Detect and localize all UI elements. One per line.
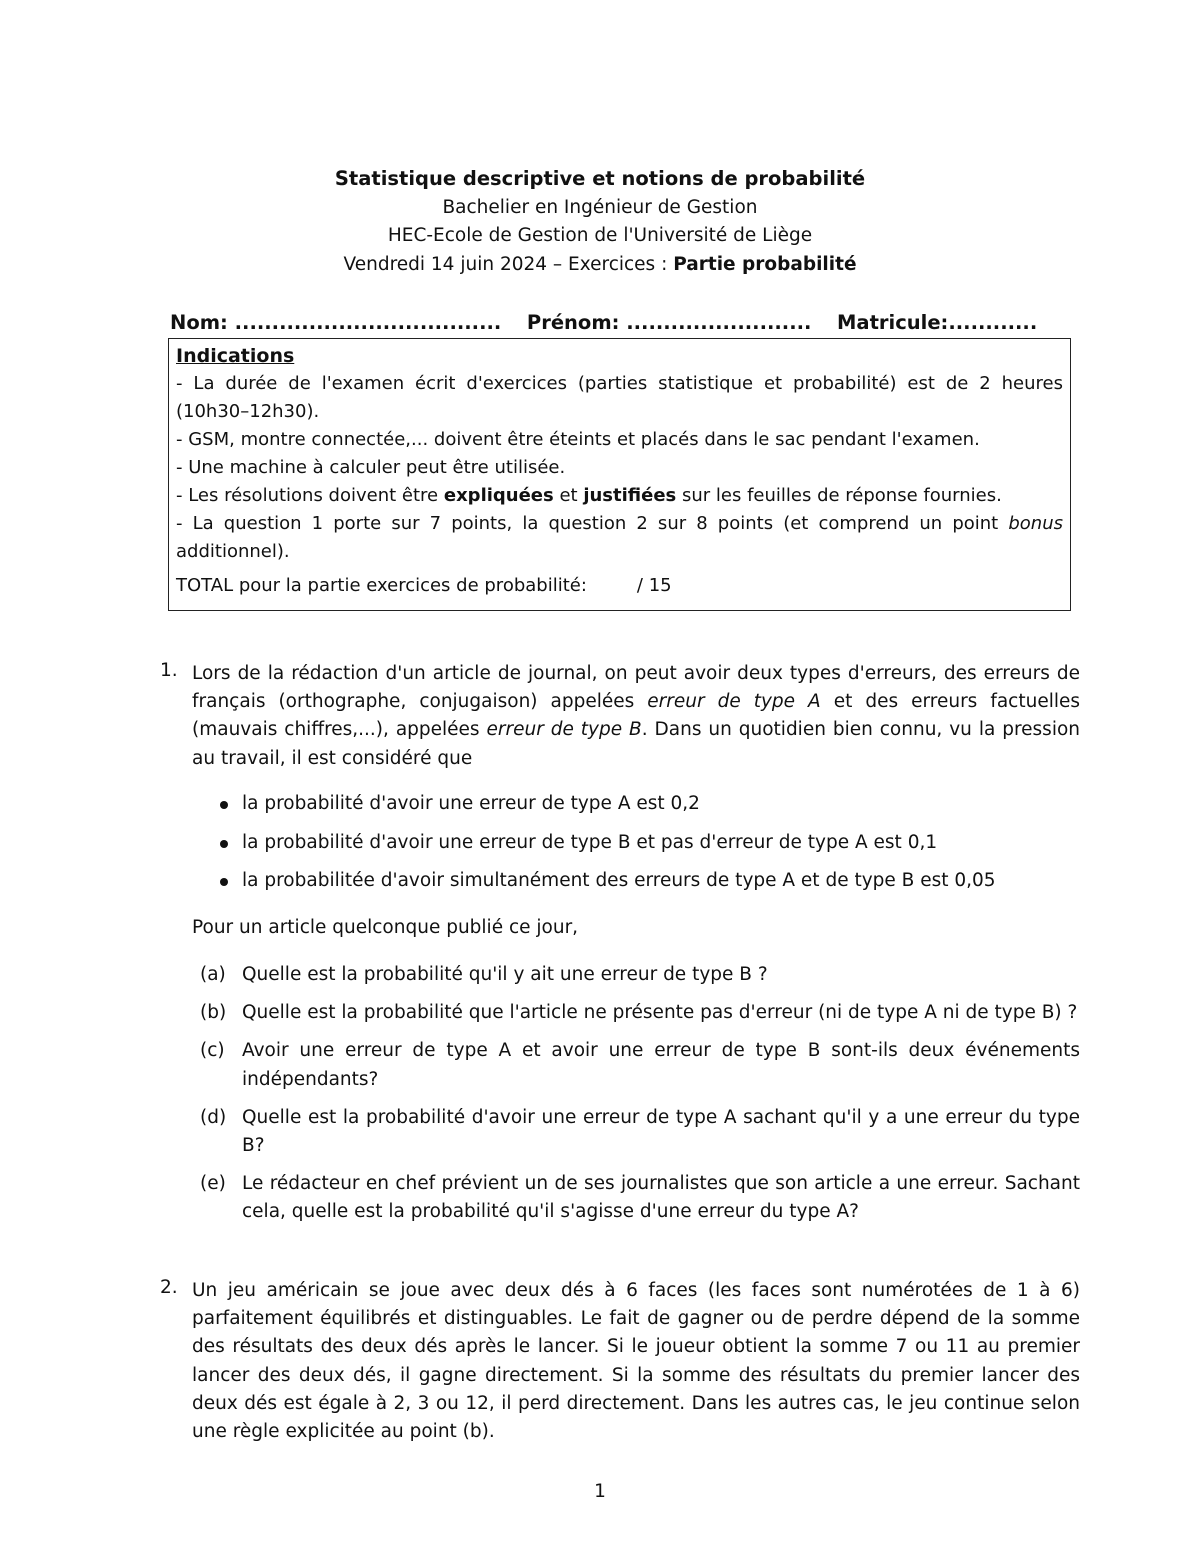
bullet-icon [220,801,228,809]
question-1-subquestions [200,961,1080,1237]
indication-points-c: additionnel). [176,541,290,562]
q1-text-b: erreur de type A [647,691,821,713]
list-item [218,829,1078,868]
bullet-icon [220,840,228,848]
total-score: / 15 [636,575,672,596]
indications-box [168,338,1071,611]
total-label: TOTAL pour la partie exercices de probabilité: [176,575,587,596]
q1-text-d: erreur de type B [486,719,642,741]
question-2-number: 2. [160,1277,178,1298]
subquestion-text: Avoir une erreur de type A et avoir une erreur de type B sont-ils deux événements indépendants? [242,1040,1080,1090]
subquestion-a [200,961,1080,989]
subquestion-label: (c) [200,1040,225,1062]
subquestion-text: Quelle est la probabilité qu'il y ait une erreur de type B ? [242,964,768,985]
list-item [218,867,1078,906]
program-name: Bachelier en Ingénieur de Gestion [442,196,758,218]
exam-date [0,251,1200,280]
indication-points-bonus: bonus [1008,513,1063,534]
subquestion-label: (b) [200,1002,227,1024]
q1-text-e: . Dans un quotidien bien connu, vu la pression au travail, il est considéré que [192,719,1081,769]
question-1-intro: Pour un article quelconque publié ce jour, [192,917,579,938]
indication-justify-a: - Les résolutions doivent être [176,485,444,506]
indication-justify-c: et [553,485,584,506]
q1-text-c: et des erreurs factuelles (mauvais chiffres,...), appelées [192,691,1080,741]
bullet-icon [220,878,228,886]
indication-justify-b: expliquées [443,485,554,506]
date-prefix: Vendredi 14 juin 2024 – Exercices : [343,253,674,275]
nom-field[interactable]: Nom: .................................... [170,311,502,334]
indication-duration: - La durée de l'examen écrit d'exercices (parties statistique et probabilité) est de 2 heures (10h30–12h30). [176,373,1063,422]
subquestion-label: (d) [200,1106,227,1128]
indication-justify-e: sur les feuilles de réponse fournies. [676,485,1002,506]
bullet-text: la probabilitée d'avoir simultanément des erreurs de type A et de type B est 0,05 [242,870,996,891]
date-part: Partie probabilité [673,253,857,275]
subquestion-text: Le rédacteur en chef prévient un de ses journalistes que son article a une erreur. Sachant cela, quelle est la probabilité qu'il s'agisse d'une erreur du type A? [242,1173,1080,1223]
list-item [218,790,1078,829]
indication-devices: - GSM, montre connectée,... doivent être éteints et placés dans le sac pendant l'examen. [176,429,980,450]
question-1-number: 1. [160,660,178,681]
question-2 [160,1277,1080,1446]
subquestion-b [200,999,1080,1027]
indication-justify [176,482,1063,510]
indication-points [176,510,1063,566]
subquestion-label: (a) [200,964,226,985]
question-2-text: Un jeu américain se joue avec deux dés à 6 faces (les faces sont numérotées de 1 à 6) parfaitement équilibrés et distinguables. Le fait de gagner ou de perdre dépend de la somme des résultats des deux dés après le lancer. Si le joueur obtient la somme 7 ou 11 au premier lancer des deux dés, il gagne directement. Si la somme des résultats du premier lancer des deux dés est égale à 2, 3 ou 12, il perd directement. Dans les autres cas, le jeu continue selon une règle explicitée au point (b). [192,1280,1080,1443]
prenom-field[interactable]: Prénom: ......................... [526,311,812,334]
matricule-field[interactable]: Matricule:............ [837,311,1038,334]
exam-title: Statistique descriptive et notions de probabilité [334,167,866,190]
question-1-bullets [218,790,1078,906]
indication-points-a: - La question 1 porte sur 7 points, la question 2 sur 8 points (et comprend un point [176,513,1009,534]
total-line [176,572,1063,600]
subquestion-text: Quelle est la probabilité que l'article ne présente pas d'erreur (ni de type A ni de type B) ? [242,1002,1078,1024]
indications-heading: Indications [176,345,295,367]
header [0,165,1200,279]
indication-calculator: - Une machine à calculer peut être utilisée. [176,457,566,478]
question-1 [160,660,1080,773]
bullet-text: la probabilité d'avoir une erreur de type A est 0,2 [242,793,700,814]
subquestion-text: Quelle est la probabilité d'avoir une erreur de type A sachant qu'il y a une erreur du type B? [242,1106,1080,1157]
q1-text-a: Lors de la rédaction d'un article de journal, on peut avoir deux types d'erreurs, des erreurs de français (orthographe, conjugaison) appelées [192,663,1080,713]
subquestion-d [200,1104,1080,1160]
page-number: 1 [594,1481,606,1502]
indication-justify-d: justifiées [583,485,677,506]
question-1-text [192,660,1080,773]
subquestion-e [200,1170,1080,1226]
school-name: HEC-Ecole de Gestion de l'Université de Liège [387,225,813,246]
subquestion-c [200,1037,1080,1093]
bullet-text: la probabilité d'avoir une erreur de type B et pas d'erreur de type A est 0,1 [242,831,938,853]
subquestion-label: (e) [200,1173,226,1195]
identity-line [170,310,1050,336]
